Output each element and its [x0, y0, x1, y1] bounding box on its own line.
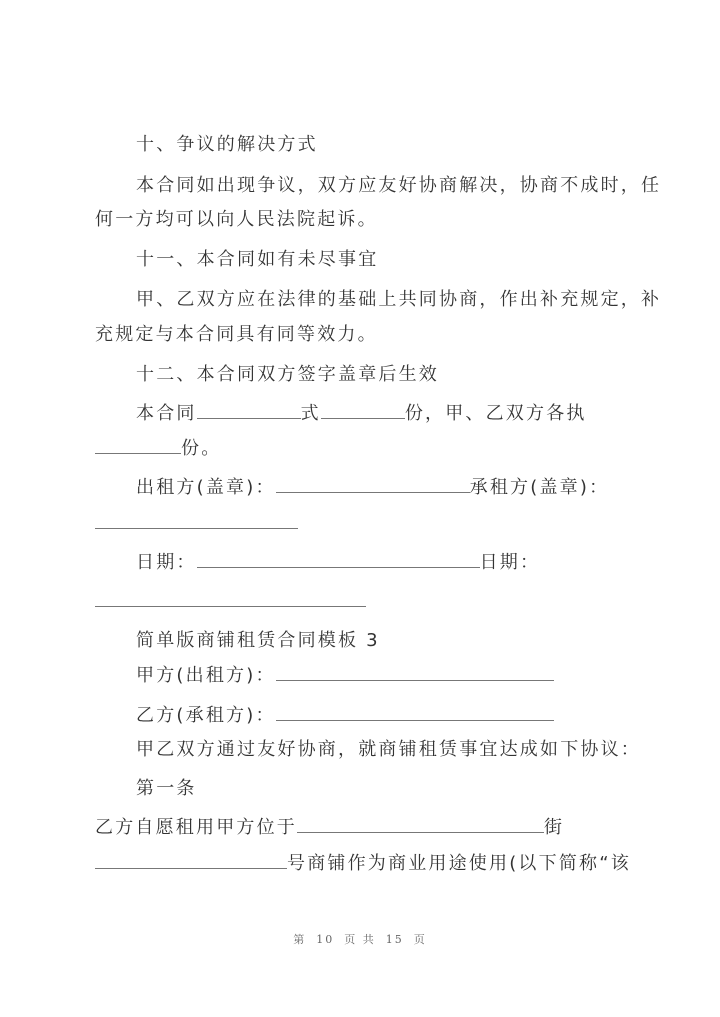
- text: 十一、本合同如有未尽事宜: [136, 249, 379, 270]
- date-line-cont: [95, 590, 366, 614]
- footer-label: 第: [293, 933, 307, 946]
- lessee-date-blank: [95, 590, 366, 607]
- lessor-date-label: 日期：: [136, 552, 197, 573]
- article-heading: [136, 777, 197, 801]
- text: 式: [300, 403, 321, 424]
- page-footer: [0, 931, 720, 947]
- paragraph-line: [136, 288, 661, 312]
- location-blank: [297, 816, 544, 833]
- text: 号商铺作为商业用途使用(以下简称“该: [287, 853, 631, 874]
- date-line: [136, 551, 540, 575]
- paragraph-line: [95, 208, 378, 232]
- section-heading-12: [136, 363, 439, 387]
- text: 充规定与本合同具有同等效力。: [95, 324, 378, 345]
- footer-label: 页 共: [344, 933, 376, 946]
- text: 本合同如出现争议，双方应友好协商解决，协商不成时，任: [136, 175, 662, 196]
- copies-each-blank: [95, 437, 181, 454]
- signature-line-cont: [95, 512, 298, 536]
- total-pages-number: 15: [385, 933, 404, 946]
- location-line-cont: [95, 852, 631, 876]
- copies-line-cont: [95, 437, 221, 461]
- text: 本合同: [136, 403, 197, 424]
- section-heading-11: [136, 248, 378, 272]
- text: 十二、本合同双方签字盖章后生效: [136, 364, 439, 385]
- text: 何一方均可以向人民法院起诉。: [95, 209, 378, 230]
- party-b-blank: [276, 704, 554, 721]
- lessor-seal-label: 出租方(盖章)：: [136, 477, 276, 498]
- text: 甲乙双方通过友好协商，就商铺租赁事宜达成如下协议：: [136, 739, 641, 760]
- text: 十、争议的解决方式: [136, 134, 318, 155]
- text: 乙方自愿租用甲方位于: [95, 817, 297, 838]
- text: 份，甲、乙双方各执: [404, 403, 587, 424]
- lessee-seal-label: 承租方(盖章)：: [469, 477, 610, 498]
- location-line: [95, 816, 564, 840]
- shop-number-blank: [95, 852, 287, 869]
- party-b-label: 乙方(承租方)：: [136, 705, 276, 726]
- lessee-date-label: 日期：: [479, 552, 541, 573]
- text: 简单版商铺租赁合同模板 3: [136, 630, 380, 651]
- text: 街: [544, 817, 565, 838]
- template-title: [136, 629, 380, 653]
- paragraph-line: [136, 738, 641, 762]
- text: 甲、乙双方应在法律的基础上共同协商，作出补充规定，补: [136, 289, 662, 310]
- copies-type-blank: [321, 402, 405, 419]
- footer-label: 页: [413, 933, 427, 946]
- lessee-seal-blank: [95, 512, 298, 529]
- signature-line: [136, 476, 609, 500]
- text: 第一条: [136, 778, 197, 799]
- party-a-blank: [276, 664, 554, 681]
- copies-line: [136, 402, 587, 426]
- party-a-label: 甲方(出租方)：: [136, 665, 276, 686]
- current-page-number: 10: [316, 933, 335, 946]
- lessor-date-blank: [197, 551, 480, 568]
- party-a-line: [136, 664, 554, 688]
- copies-count-blank: [197, 402, 301, 419]
- section-heading-10: [136, 133, 318, 157]
- paragraph-line: [136, 174, 661, 198]
- party-b-line: [136, 704, 554, 728]
- paragraph-line: [95, 323, 378, 347]
- lessor-seal-blank: [276, 476, 470, 493]
- text: 份。: [181, 438, 222, 459]
